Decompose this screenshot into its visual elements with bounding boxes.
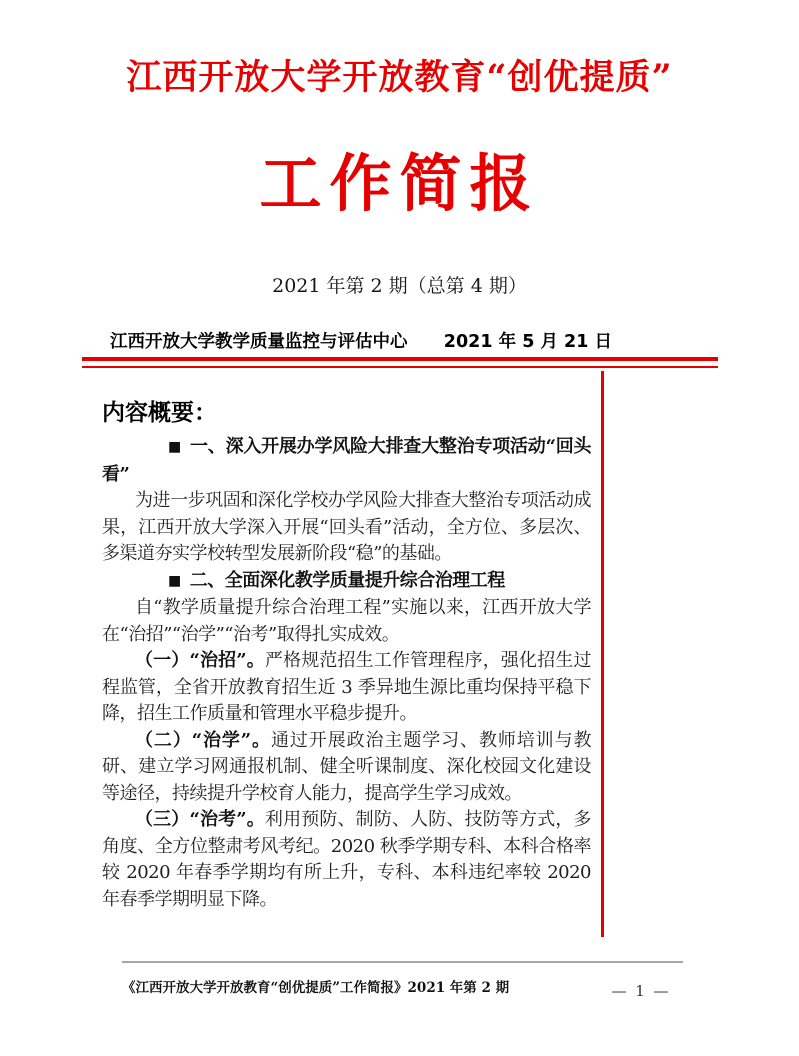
subitem-text: 利用预防、制防、人防、技防等方式，多角度、全方位整肃考风考纪。2020 秋季学期专科、本科合格率较 2020 年春季学期均有所上升，专科、本科违纪率较 2020 年春季学期明显下降。 xyxy=(102,809,591,910)
summary-subitem xyxy=(102,648,591,728)
summary-subitem xyxy=(102,728,591,808)
issue-number-line: 2021 年第 2 期（总第 4 期） xyxy=(272,275,527,297)
summary-subitem xyxy=(102,807,591,913)
summary-item-body: 为进一步巩固和深化学校办学风险大排查大整治专项活动成果，江西开放大学深入开展“回头看”活动，全方位、多层次、多渠道夯实学校转型发展新阶段“稳”的基础。 xyxy=(102,490,591,564)
masthead-title: 工作简报 xyxy=(259,147,540,220)
subitem-lead: （二）“治学”。 xyxy=(135,729,271,751)
footer-rule xyxy=(122,961,683,963)
summary-item-title xyxy=(102,434,591,488)
masthead-series-line: 江西开放大学开放教育“创优提质” xyxy=(126,57,673,98)
subitem-text: 通过开展政治主题学习、教师培训与教研、建立学习网通报机制、健全听课制度、深化校园文化建设等途径，持续提升学校育人能力，提高学生学习成效。 xyxy=(102,729,591,804)
subitem-text: 严格规范招生工作管理程序，强化招生过程监管，全省开放教育招生近 3 季异地生源比重均保持平稳下降，招生工作质量和管理水平稳步提升。 xyxy=(102,650,591,724)
summary-section xyxy=(102,400,591,913)
square-bullet-icon: ■ xyxy=(168,439,181,455)
footer-citation: 《江西开放大学开放教育“创优提质”工作简报》2021 年第 2 期 xyxy=(122,980,510,996)
summary-heading: 内容概要： xyxy=(102,400,217,426)
issue-date: 2021 年 5 月 21 日 xyxy=(443,332,612,352)
subitem-lead: （三）“治考”。 xyxy=(135,809,265,830)
square-bullet-icon: ■ xyxy=(168,572,181,589)
page-number: — 1 — xyxy=(611,982,671,1000)
summary-item-title xyxy=(102,568,591,596)
summary-item-title-text: 一、深入开展办学风险大排查大整治专项活动“回头看” xyxy=(102,436,591,485)
summary-item-body: 自“教学质量提升综合治理工程”实施以来，江西开放大学在“治招”“治学”“治考”取得扎实成效。 xyxy=(102,597,591,645)
subitem-lead: （一）“治招”。 xyxy=(135,650,265,671)
summary-item-title-text: 二、全面深化教学质量提升综合治理工程 xyxy=(189,569,505,591)
issuer-row xyxy=(110,328,612,353)
masthead-double-rule xyxy=(82,357,718,368)
issuer-name: 江西开放大学教学质量监控与评估中心 xyxy=(110,332,408,352)
right-vertical-rule xyxy=(601,371,604,937)
